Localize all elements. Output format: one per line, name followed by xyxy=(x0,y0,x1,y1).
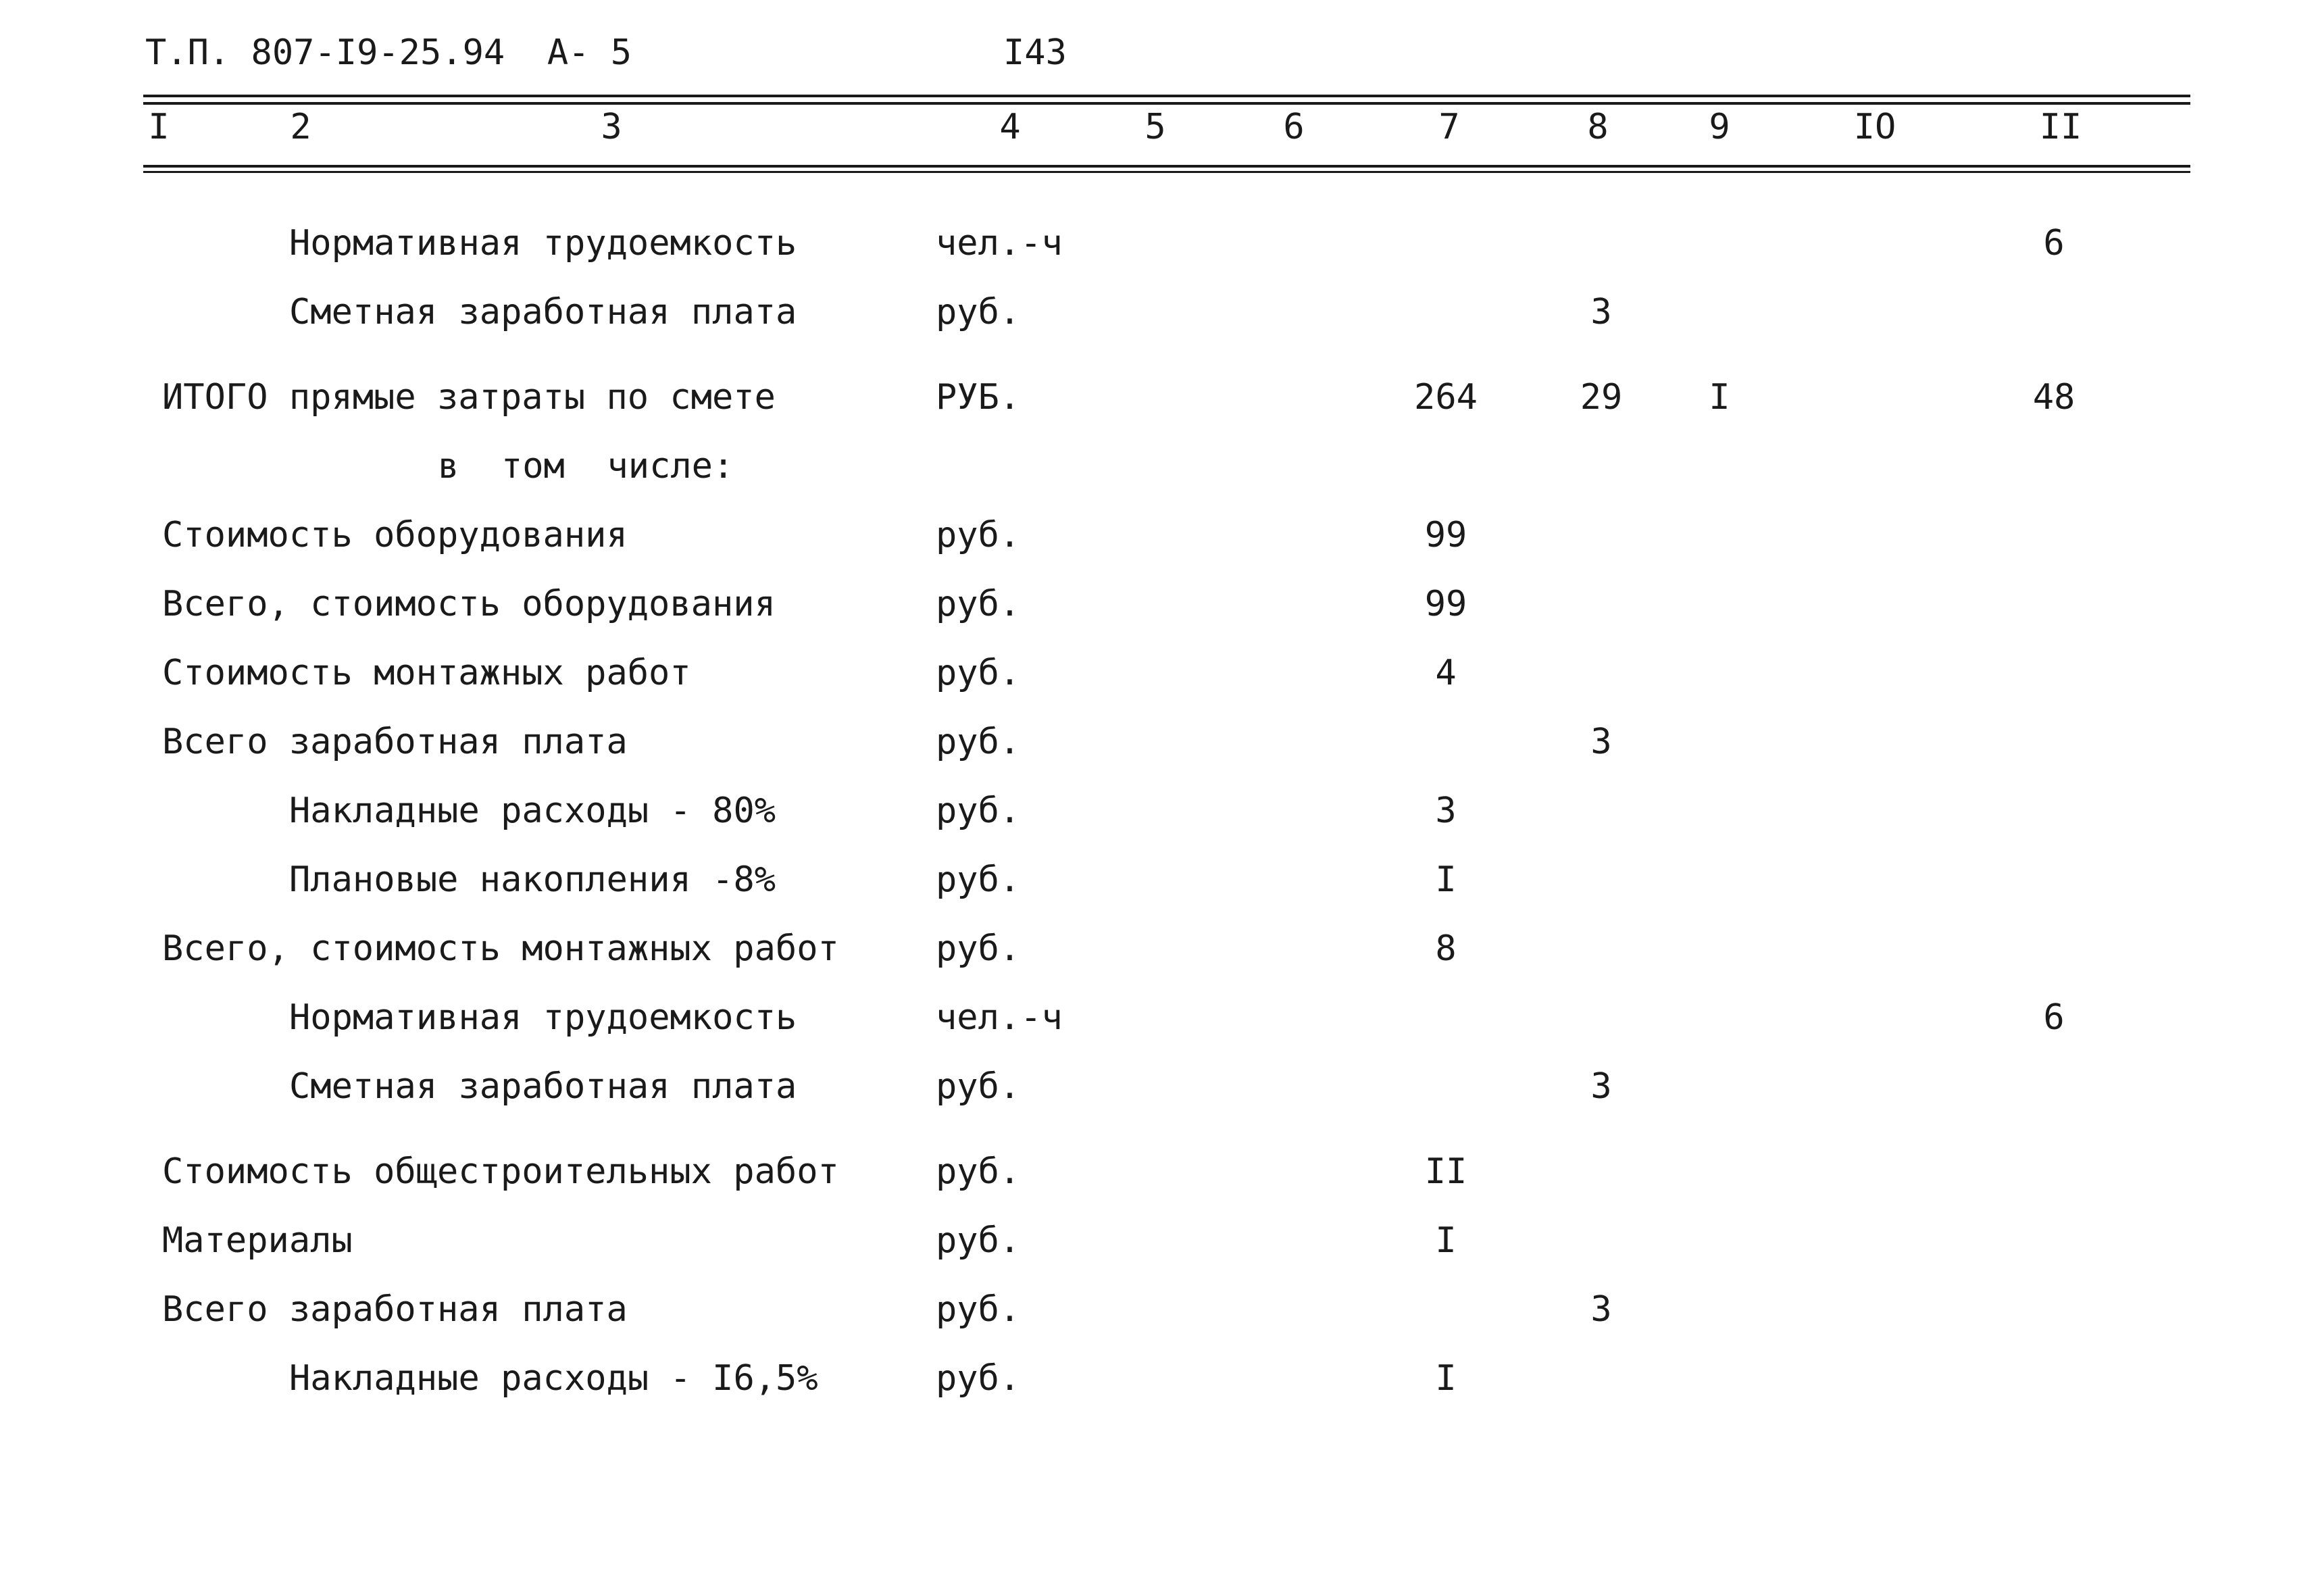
row-value-col7: I xyxy=(1435,1358,1457,1399)
table-row xyxy=(0,515,2314,584)
estimate-table-body xyxy=(0,223,2314,1427)
table-row xyxy=(0,653,2314,722)
column-number-9: 9 xyxy=(1709,107,1730,147)
column-number-11: II xyxy=(2039,107,2082,147)
table-header-rule-second xyxy=(143,171,2190,173)
row-value-col8: 3 xyxy=(1590,1289,1612,1330)
table-row xyxy=(0,446,2314,515)
table-row xyxy=(0,292,2314,377)
column-number-4: 4 xyxy=(999,107,1021,147)
table-row xyxy=(0,722,2314,791)
table-header-rule xyxy=(143,165,2190,168)
row-description: в том числе: xyxy=(438,446,734,487)
table-row xyxy=(0,859,2314,928)
row-value-col7: 3 xyxy=(1435,791,1457,831)
column-number-7: 7 xyxy=(1438,107,1460,147)
row-value-col7: 99 xyxy=(1424,515,1467,555)
row-description: Сметная заработная плата xyxy=(289,1066,797,1107)
row-value-col11: 6 xyxy=(2043,223,2065,264)
row-description: Всего, стоимость монтажных работ xyxy=(162,928,839,969)
row-value-col8: 3 xyxy=(1590,1066,1612,1107)
row-description: Сметная заработная плата xyxy=(289,292,797,332)
row-description: Накладные расходы - 80% xyxy=(289,791,776,831)
row-value-col11: 48 xyxy=(2032,377,2076,418)
row-unit: чел.-ч xyxy=(936,997,1063,1038)
table-row xyxy=(0,791,2314,859)
row-description: Всего, стоимость оборудования xyxy=(162,584,776,624)
row-value-col7: I xyxy=(1435,1220,1457,1261)
row-description: Нормативная трудоемкость xyxy=(289,223,797,264)
row-unit: руб. xyxy=(936,1151,1021,1192)
row-description: Всего заработная плата xyxy=(162,1289,628,1330)
table-row xyxy=(0,584,2314,653)
row-unit: руб. xyxy=(936,791,1021,831)
row-description: Накладные расходы - I6,5% xyxy=(289,1358,818,1399)
row-unit: руб. xyxy=(936,928,1021,969)
column-number-3: 3 xyxy=(601,107,622,147)
page-header xyxy=(145,32,2172,86)
row-value-col8: 3 xyxy=(1590,722,1612,762)
row-value-col7: 264 xyxy=(1414,377,1478,418)
table-row xyxy=(0,1358,2314,1427)
column-number-6: 6 xyxy=(1283,107,1305,147)
row-unit: РУБ. xyxy=(936,377,1021,418)
row-description: Материалы xyxy=(162,1220,353,1261)
row-value-col7: I xyxy=(1435,859,1457,900)
table-row xyxy=(0,997,2314,1066)
column-number-1: I xyxy=(148,107,170,147)
table-top-rule-second xyxy=(143,102,2190,105)
row-unit: руб. xyxy=(936,722,1021,762)
table-row xyxy=(0,1066,2314,1151)
row-value-col9: I xyxy=(1709,377,1730,418)
row-description: Стоимость оборудования xyxy=(162,515,628,555)
row-value-col11: 6 xyxy=(2043,997,2065,1038)
row-unit: руб. xyxy=(936,515,1021,555)
column-number-10: IO xyxy=(1853,107,1896,147)
row-value-col7: II xyxy=(1424,1151,1467,1192)
row-unit: руб. xyxy=(936,1358,1021,1399)
row-value-col7: 99 xyxy=(1424,584,1467,624)
row-description: Плановые накопления -8% xyxy=(289,859,776,900)
row-value-col8: 3 xyxy=(1590,292,1612,332)
table-row xyxy=(0,377,2314,446)
row-description: Стоимость монтажных работ xyxy=(162,653,691,693)
row-value-col7: 8 xyxy=(1435,928,1457,969)
row-unit: руб. xyxy=(936,1289,1021,1330)
row-unit: руб. xyxy=(936,1220,1021,1261)
row-description: Нормативная трудоемкость xyxy=(289,997,797,1038)
column-number-row xyxy=(0,107,2314,161)
row-value-col8: 29 xyxy=(1580,377,1623,418)
row-description: Стоимость общестроительных работ xyxy=(162,1151,839,1192)
row-unit: руб. xyxy=(936,1066,1021,1107)
row-unit: руб. xyxy=(936,653,1021,693)
row-unit: руб. xyxy=(936,859,1021,900)
table-row xyxy=(0,1220,2314,1289)
page-number: I43 xyxy=(1003,32,1067,73)
table-row xyxy=(0,223,2314,292)
table-top-rule xyxy=(143,95,2190,97)
document-code: Т.П. 807-I9-25.94 А- 5 xyxy=(145,32,632,73)
row-description: Всего заработная плата xyxy=(162,722,628,762)
row-description: ИТОГО прямые затраты по смете xyxy=(162,377,776,418)
row-unit: чел.-ч xyxy=(936,223,1063,264)
row-value-col7: 4 xyxy=(1435,653,1457,693)
row-unit: руб. xyxy=(936,584,1021,624)
row-unit: руб. xyxy=(936,292,1021,332)
table-row xyxy=(0,1289,2314,1358)
table-row xyxy=(0,928,2314,997)
column-number-2: 2 xyxy=(290,107,311,147)
column-number-8: 8 xyxy=(1587,107,1609,147)
table-row xyxy=(0,1151,2314,1220)
column-number-5: 5 xyxy=(1145,107,1166,147)
